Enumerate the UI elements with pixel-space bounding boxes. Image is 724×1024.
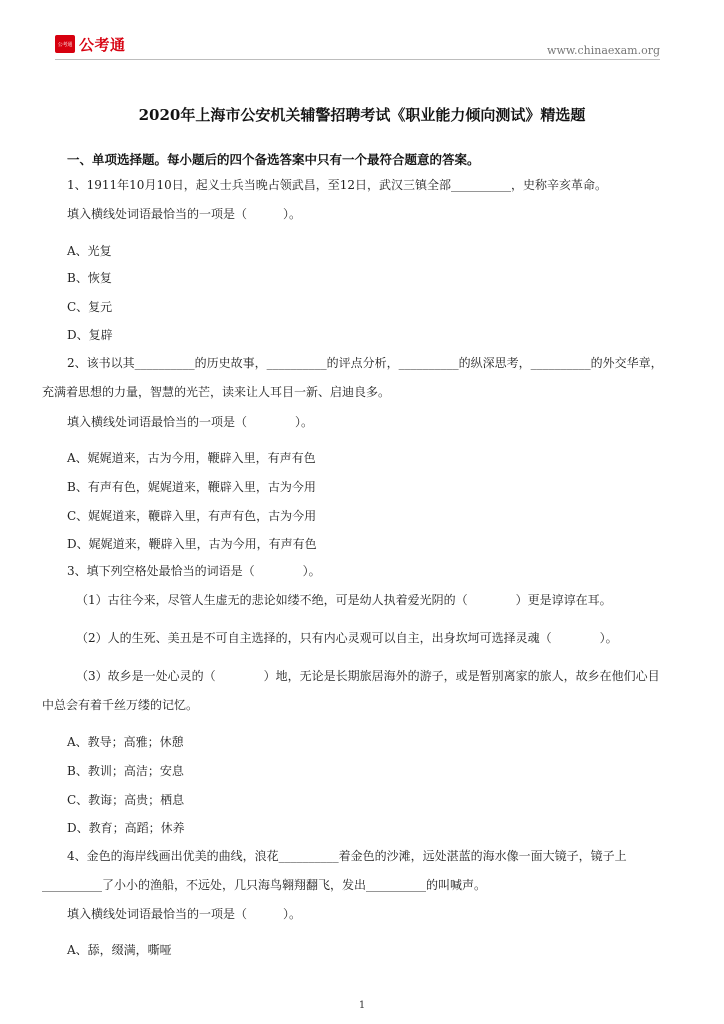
question-3-stem: 3、填下列空格处最恰当的词语是（ ）。 bbox=[67, 564, 321, 578]
site-url: www.chinaexam.org bbox=[547, 44, 660, 57]
logo-text: 公考通 bbox=[79, 35, 126, 54]
logo-badge-icon: 公考通 bbox=[55, 35, 75, 53]
question-4-prompt: 填入横线处词语最恰当的一项是（ ）。 bbox=[67, 907, 302, 921]
page-number: 1 bbox=[358, 1000, 366, 1011]
section-heading: 一、单项选择题。每小题后的四个备选答案中只有一个最符合题意的答案。 bbox=[67, 152, 480, 167]
question-3-option-c: C、教诲；高贵；栖息 bbox=[67, 793, 185, 807]
question-2-prompt: 填入横线处词语最恰当的一项是（ ）。 bbox=[67, 415, 314, 429]
question-3-sub-1: （1）古往今来，尽管人生虚无的悲论如缕不绝，可是幼人执着爱光阴的（ ）更是谆谆在耳。 bbox=[76, 593, 612, 607]
header-divider bbox=[55, 59, 660, 60]
question-4-option-a: A、舔，缀满，嘶哑 bbox=[67, 943, 172, 957]
question-3-sub-2: （2）人的生死、美丑是不可自主选择的，只有内心灵观可以自主，出身坎坷可选择灵魂（ ）。 bbox=[76, 631, 618, 645]
question-3-option-a: A、教导；高雅；休憩 bbox=[67, 735, 184, 749]
question-2-option-a: A、娓娓道来，古为今用，鞭辟入里，有声有色 bbox=[67, 451, 316, 465]
question-2-stem-line-1: 2、该书以其__________的历史故事，__________的评点分析，__________的纵深思考，__________的外交华章， bbox=[67, 356, 663, 370]
question-1-option-d: D、复辟 bbox=[67, 328, 113, 342]
question-3-sub-3: （3）故乡是一处心灵的（ ）地，无论是长期旅居海外的游子，或是暂别离家的旅人，故乡在他们心目 bbox=[76, 669, 660, 683]
question-1-stem: 1、1911年10月10日，起义士兵当晚占领武昌，至12日，武汉三镇全部__________，史称辛亥革命。 bbox=[67, 178, 607, 192]
question-4-stem-line-2: __________了小小的渔船，不远处，几只海鸟翱翔翻飞，发出__________的叫喊声。 bbox=[42, 878, 487, 892]
question-2-option-d: D、娓娓道来，鞭辟入里，古为今用，有声有色 bbox=[67, 537, 317, 551]
question-1-prompt: 填入横线处词语最恰当的一项是（ ）。 bbox=[67, 207, 302, 221]
question-2-option-b: B、有声有色，娓娓道来，鞭辟入里，古为今用 bbox=[67, 480, 316, 494]
question-3-option-d: D、教育；高蹈；休养 bbox=[67, 821, 185, 835]
question-1-option-b: B、恢复 bbox=[67, 271, 112, 285]
question-4-stem-line-1: 4、金色的海岸线画出优美的曲线，浪花__________着金色的沙滩，远处湛蓝的海水像一面大镜子，镜子上 bbox=[67, 849, 627, 863]
question-3-sub-3-continued: 中总会有着千丝万缕的记忆。 bbox=[42, 698, 199, 712]
question-1-option-a: A、光复 bbox=[67, 244, 112, 258]
question-3-option-b: B、教训；高洁；安息 bbox=[67, 764, 184, 778]
brand-logo bbox=[55, 34, 126, 54]
question-1-option-c: C、复元 bbox=[67, 300, 113, 314]
question-2-option-c: C、娓娓道来，鞭辟入里，有声有色，古为今用 bbox=[67, 509, 317, 523]
question-2-stem-line-2: 充满着思想的力量，智慧的光芒，读来让人耳目一新、启迪良多。 bbox=[42, 385, 391, 399]
document-title: 2020年上海市公安机关辅警招聘考试《职业能力倾向测试》精选题 bbox=[138, 106, 586, 124]
